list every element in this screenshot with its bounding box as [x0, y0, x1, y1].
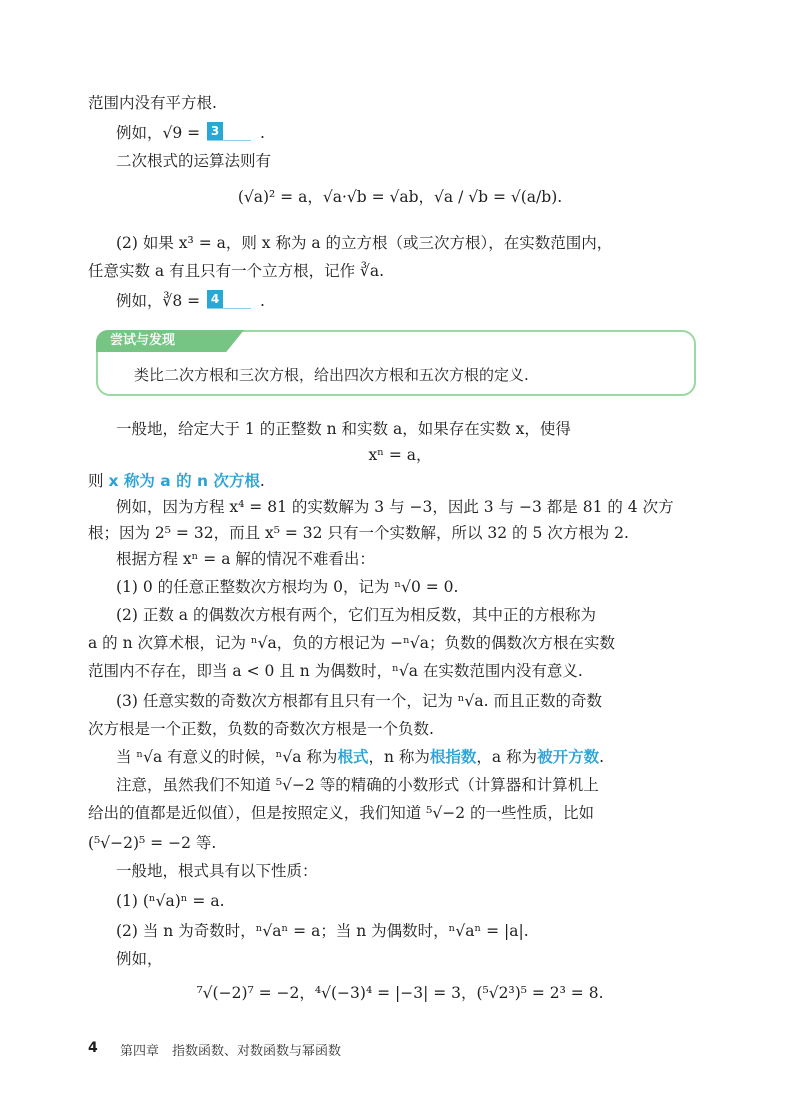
text-line: 次方根是一个正数，负数的奇数次方根是一个负数.: [88, 720, 434, 738]
text-line: 范围内不存在，即当 a < 0 且 n 为偶数时，ⁿ√a 在实数范围内没有意义.: [88, 662, 583, 680]
term-radical: 根式: [337, 748, 369, 766]
text-fragment: ，n 称为: [368, 748, 430, 766]
definition-line: [88, 470, 265, 492]
text-line: a 的 n 次算术根，记为 ⁿ√a，负的方根记为 −ⁿ√a；负数的偶数次方根在实数: [88, 634, 615, 652]
text-line: (2) 当 n 为奇数时，ⁿ√aⁿ = a；当 n 为偶数时，ⁿ√aⁿ = |a|.: [116, 922, 529, 940]
text-line: 一般地，根式具有以下性质：: [116, 862, 318, 880]
text-line: (1) (ⁿ√a)ⁿ = a.: [116, 892, 225, 910]
text-line: 例如，: [116, 950, 163, 968]
text-line: (2) 正数 a 的偶数次方根有两个，它们互为相反数，其中正的方根称为: [116, 606, 596, 624]
text-line: 给出的值都是近似值），但是按照定义，我们知道 ⁵√−2 的一些性质，比如: [88, 804, 595, 822]
text-line: 根据方程 xⁿ = a 解的情况不难看出：: [116, 550, 375, 568]
text-fragment: .: [259, 472, 265, 490]
text-fragment: .: [599, 748, 605, 766]
text-fragment: .: [260, 124, 265, 142]
answer-blank[interactable]: [207, 290, 251, 309]
text-fragment: 例如，√9 =: [116, 124, 201, 142]
example-sqrt9: [116, 122, 265, 144]
text-line: 二次根式的运算法则有: [116, 152, 272, 170]
text-line: 一般地，给定大于 1 的正整数 n 和实数 a，如果存在实数 x，使得: [116, 420, 571, 438]
example-cbrt8: [116, 290, 265, 312]
box-text: 类比二次方根和三次方根，给出四次方根和五次方根的定义.: [134, 366, 529, 384]
box-tab-label: 尝试与发现: [110, 333, 176, 348]
definition-highlight: x 称为 a 的 n 次方根: [108, 472, 260, 490]
formula-line: (√a)² = a，√a·√b = √ab，√a / √b = √(a/b).: [237, 188, 563, 206]
formula-line: ⁷√(−2)⁷ = −2，⁴√(−3)⁴ = |−3| = 3，(⁵√2³)⁵ = 2³ = 8.: [196, 984, 604, 1002]
term-radicand: 被开方数: [537, 748, 600, 766]
terms-line: [116, 746, 604, 768]
text-fragment: ，a 称为: [476, 748, 538, 766]
answer-blank[interactable]: [207, 122, 251, 141]
blank-number: 3: [207, 122, 223, 140]
text-line: 例如，因为方程 x⁴ = 81 的实数解为 3 与 −3，因此 3 与 −3 都是 81 的 4 次方: [116, 498, 674, 516]
text-fragment: 则: [88, 472, 109, 490]
formula-line: xⁿ = a，: [368, 446, 432, 464]
text-line: 范围内没有平方根.: [88, 94, 217, 112]
text-line: (1) 0 的任意正整数次方根均为 0，记为 ⁿ√0 = 0.: [116, 578, 459, 596]
text-line: 注意，虽然我们不知道 ⁵√−2 等的精确的小数形式（计算器和计算机上: [116, 776, 599, 794]
text-line: (2) 如果 x³ = a，则 x 称为 a 的立方根（或三次方根），在实数范围内，: [116, 234, 613, 252]
text-fragment: .: [260, 292, 265, 310]
text-fragment: 例如，∛8 =: [116, 292, 201, 310]
chapter-title: 第四章 指数函数、对数函数与幂函数: [120, 1044, 342, 1059]
term-root-index: 根指数: [429, 748, 477, 766]
text-fragment: 当 ⁿ√a 有意义的时候，ⁿ√a 称为: [116, 748, 338, 766]
text-line: 根；因为 2⁵ = 32，而且 x⁵ = 32 只有一个实数解，所以 32 的 5 次方根为 2.: [88, 524, 629, 542]
page-number: 4: [88, 1040, 98, 1056]
text-line: (3) 任意实数的奇数次方根都有且只有一个，记为 ⁿ√a. 而且正数的奇数: [116, 692, 602, 710]
text-line: 任意实数 a 有且只有一个立方根，记作 ∛a.: [88, 262, 385, 280]
text-line: (⁵√−2)⁵ = −2 等.: [88, 834, 217, 852]
blank-number: 4: [207, 290, 223, 308]
